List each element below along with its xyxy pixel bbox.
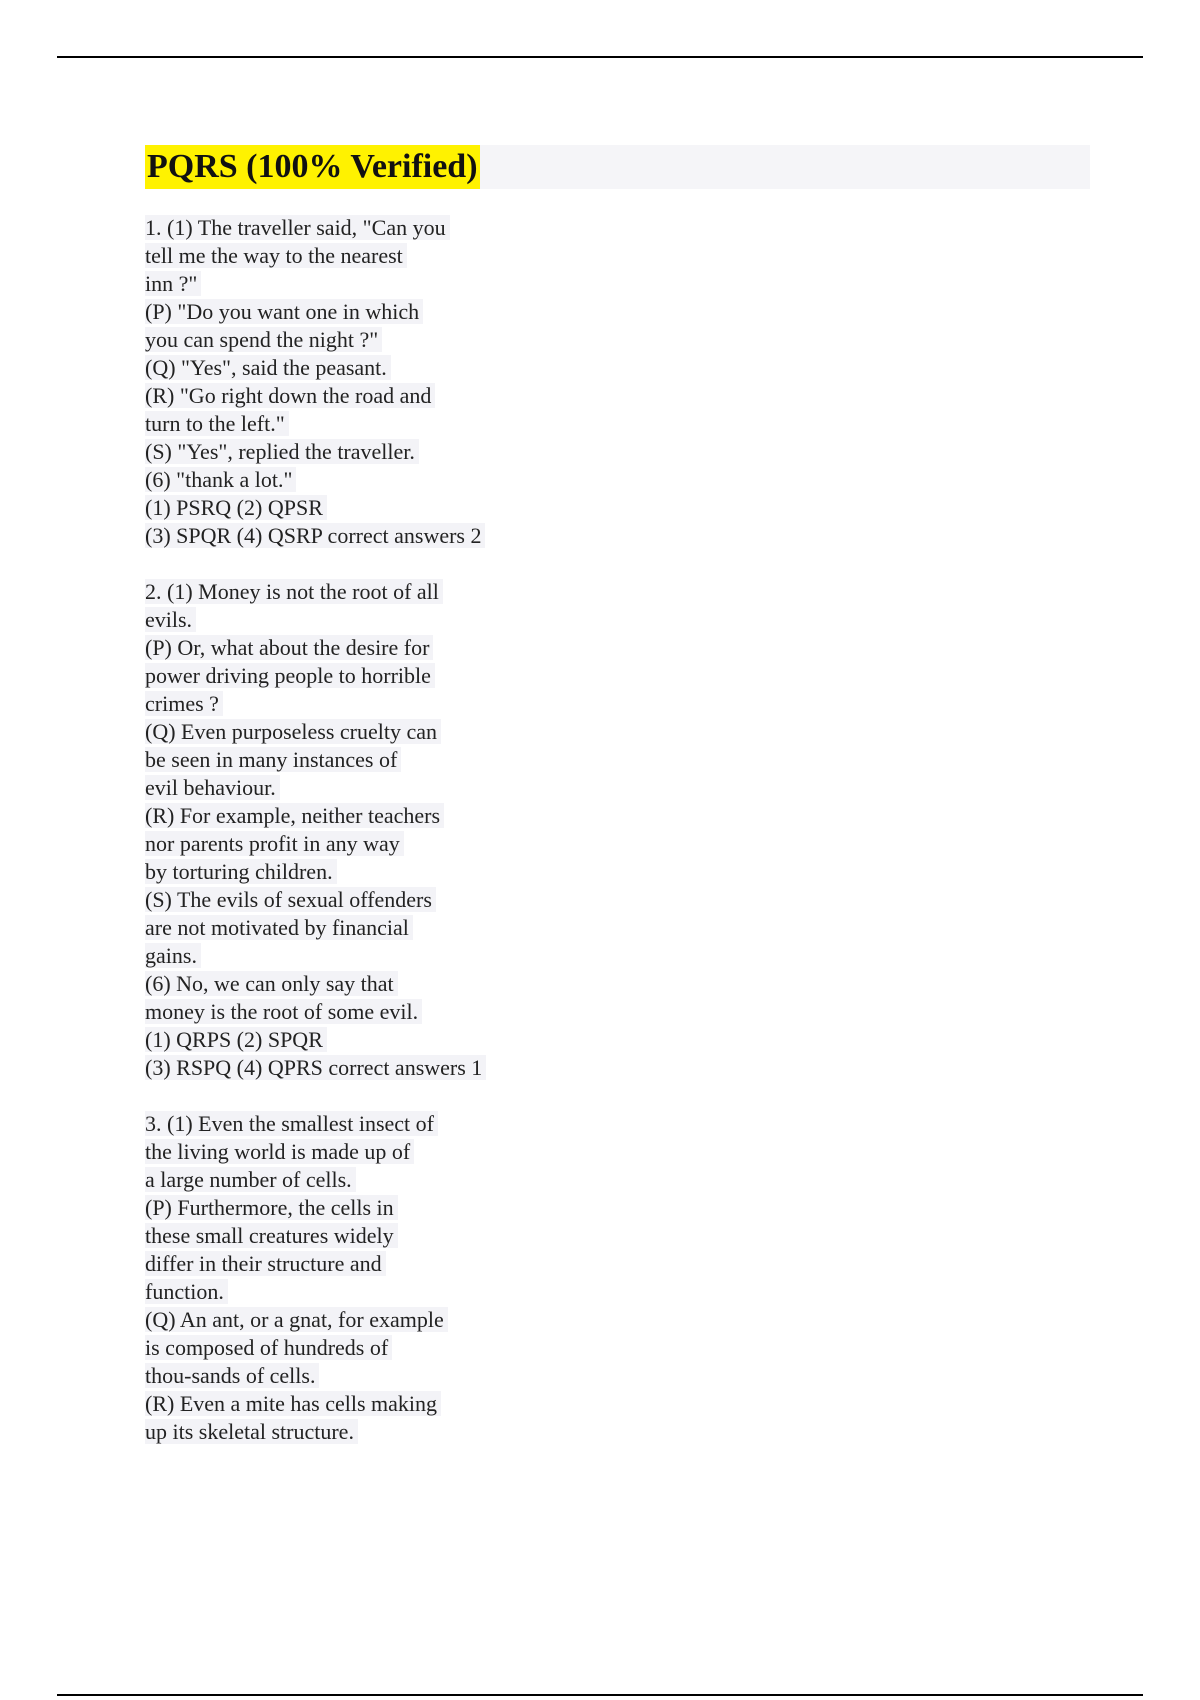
question-line-text: (6) "thank a lot." [145,467,296,492]
question-line [145,970,845,998]
question-line [145,1306,845,1334]
question-line [145,382,845,410]
question-line-text: be seen in many instances of [145,747,401,772]
question-line [145,326,845,354]
question-line [145,1138,845,1166]
question-line-text: money is the root of some evil. [145,999,422,1024]
question-line [145,410,845,438]
question-line [145,998,845,1026]
question-line-text: (1) PSRQ (2) QPSR [145,495,327,520]
bottom-rule [57,1694,1143,1696]
question-line-text: (3) SPQR (4) QSRP correct answers 2 [145,523,485,548]
question-line-text: (S) "Yes", replied the traveller. [145,439,419,464]
question-line [145,718,845,746]
question-line-text: (P) Furthermore, the cells in [145,1195,398,1220]
question-line [145,802,845,830]
page-title: PQRS (100% Verified) [145,145,480,189]
question-line-text: these small creatures widely [145,1223,398,1248]
question-line [145,298,845,326]
question-line [145,746,845,774]
question-line [145,1250,845,1278]
question-line [145,886,845,914]
question-line-text: up its skeletal structure. [145,1419,358,1444]
question-line-text: (3) RSPQ (4) QPRS correct answers 1 [145,1055,486,1080]
question-line [145,1362,845,1390]
question-line-text: turn to the left." [145,411,289,436]
document-body [145,214,845,1474]
question-line [145,662,845,690]
question-line-text: power driving people to horrible [145,663,435,688]
question-line [145,522,845,550]
question-line [145,1278,845,1306]
question-line-text: by torturing children. [145,859,337,884]
top-rule [57,56,1143,58]
question-line [145,914,845,942]
question-line-text: you can spend the night ?" [145,327,382,352]
question-line-text: a large number of cells. [145,1167,356,1192]
question-line [145,438,845,466]
question-line-text: (R) "Go right down the road and [145,383,435,408]
question-line-text: crimes ? [145,691,223,716]
question-line-text: (Q) An ant, or a gnat, for example [145,1307,448,1332]
question-line-text: the living world is made up of [145,1139,414,1164]
question-line [145,1222,845,1250]
question-line-text: (P) "Do you want one in which [145,299,423,324]
question-line [145,1418,845,1446]
question-line [145,270,845,298]
question-line [145,1166,845,1194]
question-line [145,214,845,242]
question-line-text: nor parents profit in any way [145,831,404,856]
question-block [145,578,845,1082]
question-line-text: thou-sands of cells. [145,1363,319,1388]
question-line-text: are not motivated by financial [145,915,413,940]
question-line [145,1054,845,1082]
question-line [145,858,845,886]
question-line [145,1194,845,1222]
question-line [145,1110,845,1138]
question-line [145,578,845,606]
question-line [145,1334,845,1362]
question-line-text: evils. [145,607,196,632]
question-line [145,690,845,718]
question-line-text: (R) For example, neither teachers [145,803,444,828]
question-line [145,1026,845,1054]
question-line-text: evil behaviour. [145,775,280,800]
question-line-text: 3. (1) Even the smallest insect of [145,1111,438,1136]
question-line-text: differ in their structure and [145,1251,386,1276]
question-line [145,494,845,522]
question-block [145,1110,845,1446]
question-line-text: (Q) "Yes", said the peasant. [145,355,391,380]
question-line-text: 2. (1) Money is not the root of all [145,579,443,604]
question-line [145,830,845,858]
question-line-text: (6) No, we can only say that [145,971,398,996]
question-line-text: (1) QRPS (2) SPQR [145,1027,327,1052]
question-line-text: (P) Or, what about the desire for [145,635,433,660]
question-line-text: inn ?" [145,271,201,296]
question-line-text: gains. [145,943,201,968]
question-line-text: function. [145,1279,228,1304]
question-line [145,466,845,494]
question-line-text: (S) The evils of sexual offenders [145,887,436,912]
question-line [145,942,845,970]
question-line-text: (R) Even a mite has cells making [145,1391,441,1416]
question-line [145,1390,845,1418]
question-line [145,774,845,802]
question-line-text: tell me the way to the nearest [145,243,407,268]
question-line [145,634,845,662]
question-line [145,354,845,382]
question-line [145,242,845,270]
question-line-text: (Q) Even purposeless cruelty can [145,719,441,744]
question-block [145,214,845,550]
question-line [145,606,845,634]
question-line-text: is composed of hundreds of [145,1335,392,1360]
question-line-text: 1. (1) The traveller said, "Can you [145,215,450,240]
